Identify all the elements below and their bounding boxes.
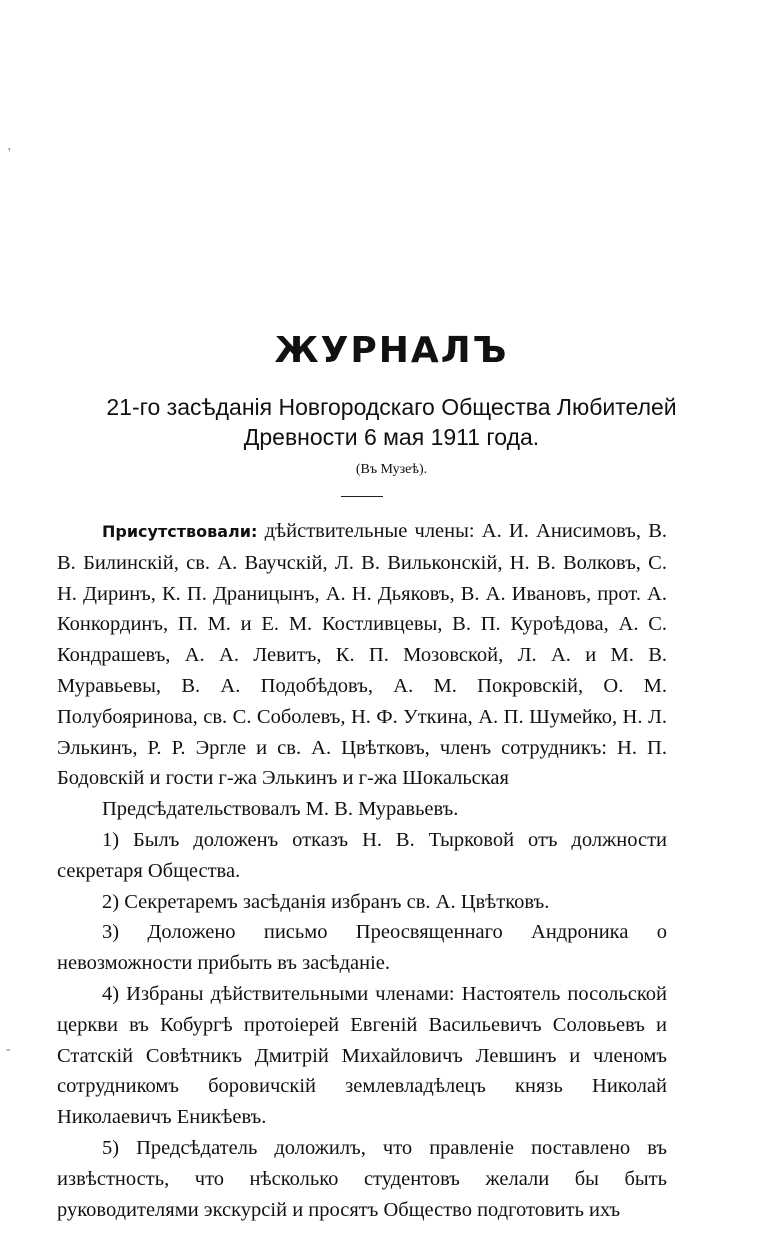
subtitle-line-1: 21-го засѣданія Новгородскаго Общества Любителей <box>106 394 677 420</box>
agenda-item-5: 5) Предсѣдатель доложилъ, что правленіе поставлено въ извѣстность, что нѣсколько студентовъ желали бы быть руководителями экскурсій и просятъ Общество подготовить ихъ <box>57 1136 667 1221</box>
attendance-lead: Присутствовали: <box>102 522 258 541</box>
margin-mark: ' <box>8 146 11 161</box>
chairman-paragraph: Предсѣдательствовалъ М. В. Муравьевъ. <box>102 798 459 821</box>
agenda-item-4: 4) Избраны дѣйствительными членами: Настоятель посольской церкви въ Кобургѣ протоіерей Евгеній Васильевичъ Соловьевъ и Статскій Совѣтникъ Дмитрій Михайловичъ Левшинъ и членомъ сотрудникомъ боровичскій землевладѣлецъ князь Николай Николаевичъ Еникѣевъ. <box>57 982 667 1129</box>
meeting-place: (Въ Музеѣ). <box>355 462 428 477</box>
agenda-item-2: 2) Секретаремъ засѣданія избранъ св. А. Цвѣтковъ. <box>102 890 550 913</box>
attendance-paragraph <box>57 516 667 794</box>
document-title: ЖУРНАЛЪ <box>274 330 509 371</box>
agenda-item-1: 1) Былъ доложенъ отказъ Н. В. Тырковой отъ должности секретаря Общества. <box>57 828 667 882</box>
agenda-item-3: 3) Доложено письмо Преосвященнаго Андроника о невозможности прибыть въ засѣданіе. <box>57 921 667 975</box>
attendance-text: дѣйствительные члены: А. И. Анисимовъ, В. В. Билинскій, св. А. Ваучскій, Л. В. Вильконскій, Н. В. Волковъ, С. Н. Диринъ, К. П. Драницынъ, А. Н. Дьяковъ, В. А. Ивановъ, прот. А. Конкординъ, П. М. и Е. М. Костливцевы, В. П. Куроѣдова, А. С. Кондрашевъ, А. А. Левитъ, К. П. Мозовской, Л. А. и М. В. Муравьевы, В. А. Подобѣдовъ, А. М. Покровскій, О. М. Полубояринова, св. С. Соболевъ, Н. Ф. Уткина, А. П. Шумейко, Н. Л. Элькинъ, Р. Р. Эргле и св. А. Цвѣтковъ, членъ сотрудникъ: Н. П. Бодовскій и гости г-жа Элькинъ и г-жа Шокальская <box>57 520 667 790</box>
document-body <box>57 516 667 1225</box>
separator-rule <box>341 496 383 497</box>
margin-mark: - <box>6 1042 11 1057</box>
document-subtitle <box>40 392 743 452</box>
subtitle-line-2: Древности 6 мая 1911 года. <box>243 424 540 450</box>
